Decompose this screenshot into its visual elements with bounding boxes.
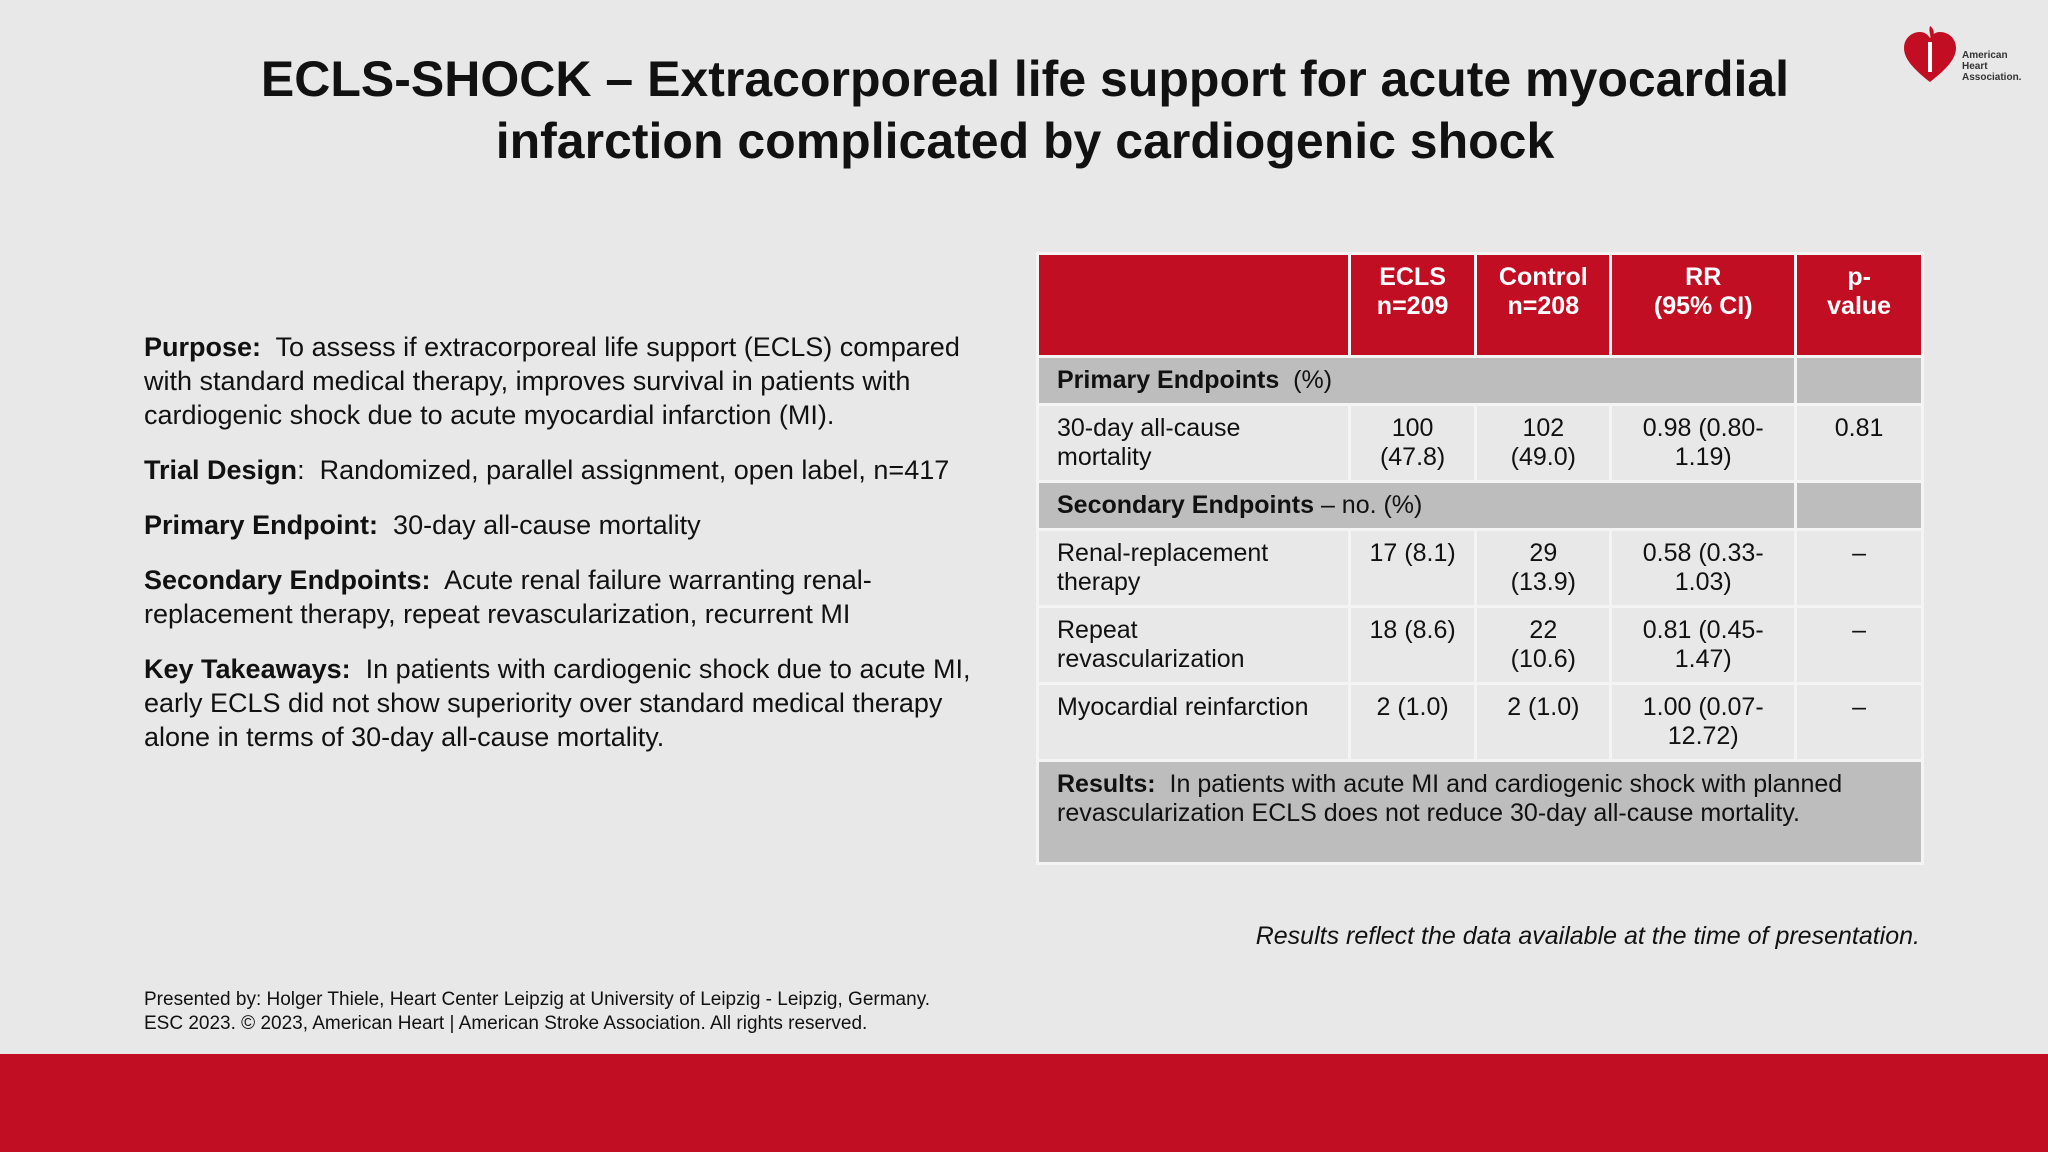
- heart-torch-icon: [1900, 20, 1960, 90]
- primary-endpoint-paragraph: [144, 508, 1014, 542]
- slide-title: [160, 48, 1890, 172]
- footer-line-2: ESC 2023. © 2023, American Heart | American Stroke Association. All rights reserved.: [144, 1013, 868, 1034]
- table-row: [1038, 607, 1923, 684]
- design-paragraph: Trial Design: Randomized, parallel assignment, open label, n=417: [144, 455, 950, 485]
- purpose-text: To assess if extracorporeal life support (ECLS) compared with standard medical therapy, improves survival in patients with cardiogenic shock due to acute myocardial infarction (MI).: [144, 332, 960, 430]
- cell-rr: 0.81 (0.45-1.47): [1611, 607, 1796, 684]
- key-takeaways-label: Key Takeaways:: [144, 654, 351, 684]
- bottom-accent-bar: [0, 1054, 2048, 1152]
- title-line-2: infarction complicated by cardiogenic shock: [495, 113, 1555, 169]
- cell-control: 29 (13.9): [1476, 530, 1611, 607]
- table-header-row: [1038, 254, 1923, 357]
- purpose-paragraph: [144, 330, 1014, 432]
- cell-control: 102 (49.0): [1476, 405, 1611, 482]
- cell-ecls: 2 (1.0): [1349, 684, 1476, 761]
- design-text: Randomized, parallel assignment, open label, n=417: [319, 455, 950, 485]
- row-label: 30-day all-cause mortality: [1038, 405, 1350, 482]
- logo-text: [1962, 50, 2021, 83]
- table-row: [1038, 684, 1923, 761]
- design-label: Trial Design: [144, 455, 298, 485]
- footer-credits: [144, 988, 930, 1036]
- header-p-value: p- value: [1796, 254, 1923, 357]
- header-ecls: ECLS n=209: [1349, 254, 1476, 357]
- header-rr: RR (95% CI): [1611, 254, 1796, 357]
- cell-p-value: 0.81: [1796, 405, 1923, 482]
- secondary-section-row: [1038, 482, 1923, 530]
- row-label: Renal-replacement therapy: [1038, 530, 1350, 607]
- logo-line-1: American: [1962, 50, 2008, 61]
- table-row: [1038, 530, 1923, 607]
- results-table: [1036, 252, 1924, 865]
- primary-section-label: Primary Endpoints (%): [1038, 357, 1796, 405]
- results-label: Results:: [1057, 770, 1156, 798]
- secondary-section-label: Secondary Endpoints – no. (%): [1038, 482, 1796, 530]
- cell-p-value: –: [1796, 684, 1923, 761]
- primary-endpoint-label: Primary Endpoint:: [144, 510, 379, 540]
- cell-control: 2 (1.0): [1476, 684, 1611, 761]
- table-row: [1038, 405, 1923, 482]
- data-disclaimer: Results reflect the data available at the time of presentation.: [1255, 922, 1920, 950]
- trial-summary: [144, 330, 1014, 775]
- cell-rr: 0.58 (0.33-1.03): [1611, 530, 1796, 607]
- cell-ecls: 18 (8.6): [1349, 607, 1476, 684]
- aha-logo: [1900, 20, 2030, 90]
- cell-rr: 0.98 (0.80-1.19): [1611, 405, 1796, 482]
- purpose-label: Purpose:: [144, 332, 262, 362]
- results-text: In patients with acute MI and cardiogenic shock with planned revascularization ECLS does not reduce 30-day all-cause mortality.: [1057, 770, 1843, 827]
- cell-p-value: –: [1796, 607, 1923, 684]
- secondary-endpoints-label: Secondary Endpoints:: [144, 565, 431, 595]
- primary-section-row: [1038, 357, 1923, 405]
- cell-control: 22 (10.6): [1476, 607, 1611, 684]
- cell-ecls: 100 (47.8): [1349, 405, 1476, 482]
- secondary-section-blank: [1796, 482, 1923, 530]
- key-takeaways-text: In patients with cardiogenic shock due to acute MI, early ECLS did not show superiority over standard medical therapy alone in terms of 30-day all-cause mortality.: [144, 654, 971, 752]
- secondary-endpoints-paragraph: [144, 563, 1014, 631]
- cell-p-value: –: [1796, 530, 1923, 607]
- cell-ecls: 17 (8.1): [1349, 530, 1476, 607]
- primary-endpoint-text: 30-day all-cause mortality: [393, 510, 701, 540]
- header-blank: [1038, 254, 1350, 357]
- primary-section-blank: [1796, 357, 1923, 405]
- logo-line-3: Association.: [1962, 72, 2022, 83]
- header-control: Control n=208: [1476, 254, 1611, 357]
- row-label: Myocardial reinfarction: [1038, 684, 1350, 761]
- footer-line-1: Presented by: Holger Thiele, Heart Center Leipzig at University of Leipzig - Leipzig, Germany.: [144, 989, 931, 1010]
- results-row: [1038, 761, 1923, 864]
- results-cell: [1038, 761, 1923, 864]
- secondary-endpoints-text: Acute renal failure warranting renal-replacement therapy, repeat revascularization, recurrent MI: [144, 565, 872, 629]
- title-line-1: ECLS-SHOCK – Extracorporeal life support for acute myocardial: [260, 51, 1790, 107]
- key-takeaways-paragraph: [144, 652, 1014, 754]
- logo-line-2: Heart: [1962, 61, 1988, 72]
- cell-rr: 1.00 (0.07-12.72): [1611, 684, 1796, 761]
- row-label: Repeat revascularization: [1038, 607, 1350, 684]
